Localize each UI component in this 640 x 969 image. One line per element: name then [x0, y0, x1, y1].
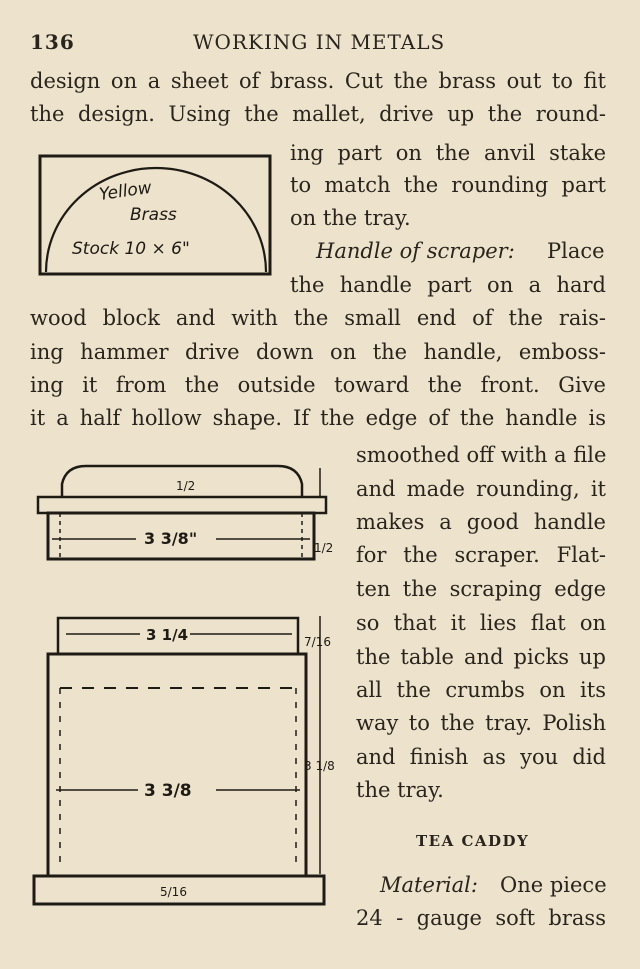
text-line: 24 - gauge soft brass — [356, 906, 606, 930]
figure3-dim-height: 3 1/8 — [304, 759, 335, 773]
text-line: wood block and with the small end of the rais- — [30, 306, 606, 330]
text-line: for the scraper. Flat- — [356, 543, 606, 567]
section-title: TEA CADDY — [416, 832, 530, 850]
text-line: way to the tray. Polish — [356, 711, 606, 735]
figure-scraper-side-view — [36, 460, 336, 568]
text-line: the table and picks up — [356, 645, 606, 669]
text-line: the handle part on a hard — [290, 273, 606, 297]
text-line: the tray. — [356, 778, 444, 802]
figure1-label-brass: Brass — [130, 205, 177, 225]
figure1-label-stock: Stock 10 × 6" — [72, 239, 190, 259]
text-line: smoothed off with a file — [356, 443, 607, 467]
figure2-dim-top: 1/2 — [176, 479, 196, 493]
material-label: Material: — [380, 873, 478, 897]
subheading-handle: Handle of scraper: — [316, 239, 515, 263]
figure3-dim-width: 3 3/8 — [144, 781, 192, 801]
running-title: WORKING IN METALS — [193, 30, 446, 54]
text-line: it a half hollow shape. If the edge of the handle is — [30, 406, 606, 430]
text-line: Place — [547, 239, 605, 263]
text-line: ing it from the outside toward the front. Give — [30, 373, 606, 397]
text-line: to match the rounding part — [290, 173, 606, 197]
figure1-label-yellow: Yellow — [97, 177, 153, 205]
text-line: ten the scraping edge — [356, 577, 606, 601]
figure2-dim-side: 1/2 — [314, 541, 334, 555]
text-line: so that it lies flat on — [356, 611, 606, 635]
text-line: design on a sheet of brass. Cut the brass out to fit — [30, 69, 606, 93]
figure2-dim-width: 3 3/8" — [144, 529, 198, 548]
figure3-dim-bottom: 5/16 — [160, 885, 187, 899]
figure3-dim-top: 3 1/4 — [146, 626, 189, 644]
text-line: and finish as you did — [356, 745, 606, 769]
page-number: 136 — [30, 30, 75, 54]
text-line: on the tray. — [290, 206, 411, 230]
text-line: the design. Using the mallet, drive up the round- — [30, 102, 606, 126]
figure3-dim-side-top: 7/16 — [304, 635, 331, 649]
text-line: ing part on the anvil stake — [290, 141, 606, 165]
text-line: makes a good handle — [356, 510, 606, 534]
figure-yellow-brass-stock — [38, 154, 274, 278]
text-line: One piece — [500, 873, 607, 897]
text-line: all the crumbs on its — [356, 678, 606, 702]
text-line: and made rounding, it — [356, 477, 606, 501]
text-line: ing hammer drive down on the handle, emboss- — [30, 340, 606, 364]
figure-box-front-view — [30, 606, 342, 908]
